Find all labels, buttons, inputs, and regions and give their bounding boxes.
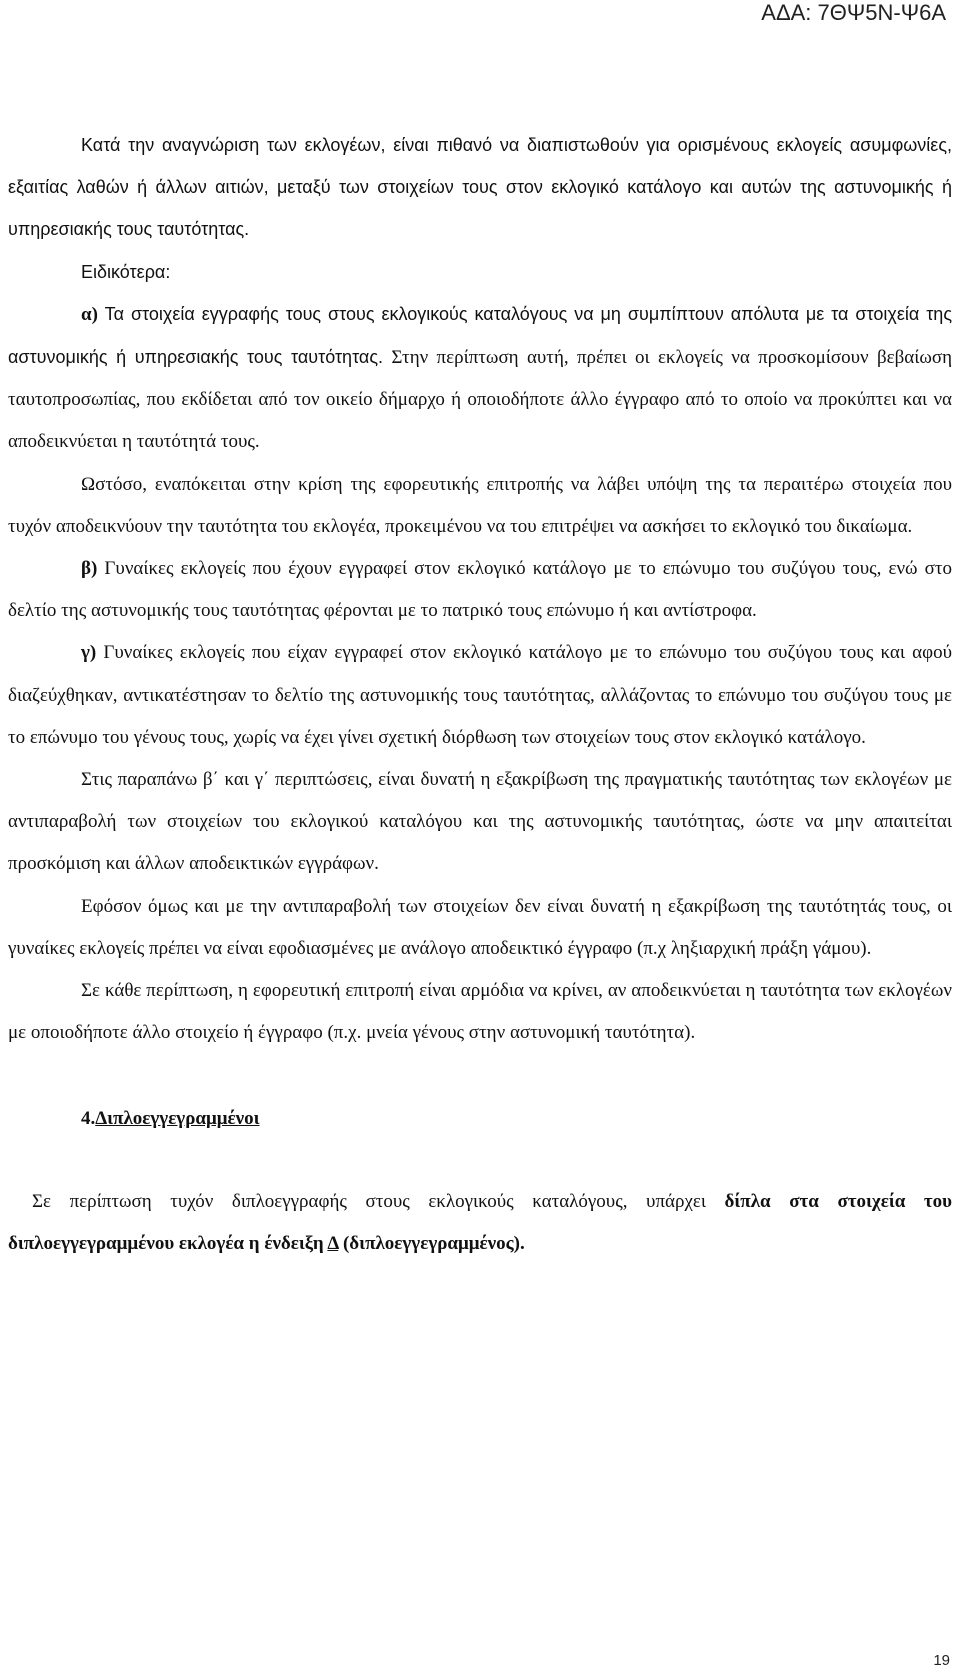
spacer	[8, 1054, 952, 1098]
case-g-text: Γυναίκες εκλογείς που είχαν εγγραφεί στον εκλογικό κατάλογο με το επώνυμο του συζύγου τους και αφού διαζεύχθηκαν, αντικατέστησαν το δελτίο της αστυνομικής τους ταυτότητας, αλλάζοντας το επώνυμο του συζύγου τους με το επώνυμο του γένους τους, χωρίς να έχει γίνει σχετική διόρθωση των στοιχείων τους στον εκλογικό κατάλογο.	[8, 642, 952, 748]
case-b-paragraph	[8, 548, 952, 632]
document-body	[8, 124, 952, 1265]
double-registration-bold-1: δίπλα στα στοιχεία του διπλοεγγεγραμμένου εκλογέα η ένδειξη	[8, 1190, 952, 1254]
case-a-text: Τα στοιχεία εγγραφής τους στους εκλογικούς καταλόγους να μη συμπίπτουν απόλυτα με τα στοιχεία της αστυνομικής ή υπηρεσιακής τους ταυτότητας.	[8, 303, 952, 368]
section-number: 4.	[81, 1108, 96, 1130]
double-registration-text: Σε περίπτωση τυχόν διπλοεγγραφής στους εκλογικούς καταλόγους, υπάρχει	[32, 1190, 725, 1212]
case-b-label: β)	[81, 558, 98, 580]
specifically-label: Ειδικότερα:	[81, 261, 171, 282]
bg-cases-paragraph: Στις παραπάνω β΄ και γ΄ περιπτώσεις, είναι δυνατή η εξακρίβωση της πραγματικής ταυτότητας των εκλογέων με αντιπαραβολή των στοιχείων του εκλογικού καταλόγου και της αστυνομικής ταυτότητας, ώστε να μην απαιτείται προσκόμιση και άλλων αποδεικτικών εγγράφων.	[8, 769, 952, 875]
double-registration-symbol: Δ	[327, 1232, 339, 1254]
however-paragraph: Ωστόσο, εναπόκειται στην κρίση της εφορευτικής επιτροπής να λάβει υπόψη της τα περαιτέρω στοιχεία που τυχόν αποδεικνύουν την ταυτότητα του εκλογέα, προκειμένου να του επιτρέψει να ασκήσει το εκλογικό του δικαίωμα.	[8, 473, 952, 537]
ada-code: ΑΔΑ: 7ΘΨ5Ν-Ψ6Α	[761, 0, 946, 25]
intro-paragraph: Κατά την αναγνώριση των εκλογέων, είναι πιθανό να διαπιστωθούν για ορισμένους εκλογείς ασυμφωνίες, εξαιτίας λαθών ή άλλων αιτιών, μεταξύ των στοιχείων τους στον εκλογικό κατάλογο και αυτών της αστυνομικής ή υπηρεσιακής τους ταυτότητας.	[8, 135, 952, 240]
section-title: Διπλοεγγεγραμμένοι	[95, 1108, 260, 1130]
if-not-paragraph: Εφόσον όμως και με την αντιπαραβολή των στοιχείων δεν είναι δυνατή η εξακρίβωση της ταυτότητάς τους, οι γυναίκες εκλογείς πρέπει να είναι εφοδιασμένες με ανάλογο αποδεικτικό έγγραφο (π.χ ληξιαρχική πράξη γάμου).	[8, 895, 952, 959]
case-a-paragraph	[8, 293, 952, 464]
case-g-paragraph	[8, 632, 952, 759]
case-a-text-cont: Στην περίπτωση αυτή, πρέπει οι εκλογείς να προσκομίσουν βεβαίωση ταυτοπροσωπίας, που εκδίδεται από τον οικείο δήμαρχο ή οποιοδήποτε άλλο έγγραφο από το οποίο να προκύπτει και να αποδεικνύεται η ταυτότητά τους.	[8, 347, 953, 453]
double-registration-bold-2: (διπλοεγγεγραμμένος).	[338, 1232, 525, 1254]
page-number: 19	[933, 1652, 950, 1669]
section-heading	[8, 1098, 952, 1140]
double-registration-paragraph	[8, 1181, 952, 1265]
case-a-label: α)	[81, 303, 98, 325]
case-g-label: γ)	[81, 642, 97, 664]
in-any-case-paragraph: Σε κάθε περίπτωση, η εφορευτική επιτροπή είναι αρμόδια να κρίνει, αν αποδεικνύεται η ταυτότητα των εκλογέων με οποιοδήποτε άλλο στοιχείο ή έγγραφο (π.χ. μνεία γένους στην αστυνομική ταυτότητα).	[8, 980, 952, 1044]
case-b-text: Γυναίκες εκλογείς που έχουν εγγραφεί στον εκλογικό κατάλογο με το επώνυμο του συζύγου τους, ενώ στο δελτίο της αστυνομικής τους ταυτότητας φέρονται με το πατρικό τους επώνυμο ή και αντίστροφα.	[8, 558, 952, 622]
spacer	[8, 1141, 952, 1181]
